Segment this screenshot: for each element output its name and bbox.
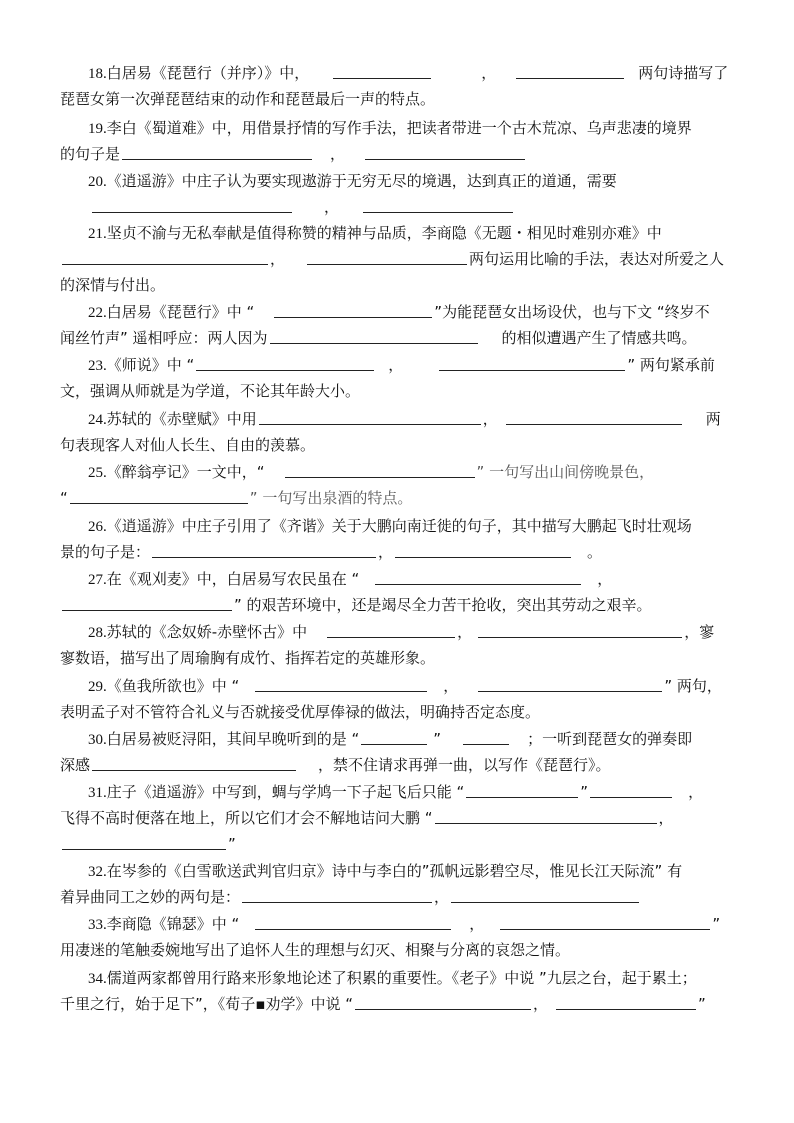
question-text: ，寥 xyxy=(684,623,715,641)
question-20 xyxy=(60,168,738,220)
question-number: 27. xyxy=(88,572,107,588)
question-text: 《醉翁亭记》一文中，“ xyxy=(106,463,265,481)
question-text: 的相似遭遇产生了情感共鸣。 xyxy=(501,329,697,347)
question-text: ” 的艰苦环境中，还是竭尽全力苦干抢收，突出其劳动之艰辛。 xyxy=(234,596,652,614)
answer-blank[interactable] xyxy=(435,808,657,824)
answer-blank[interactable] xyxy=(196,355,374,371)
question-text: 闻丝竹声” 遥相呼应：两人因为 xyxy=(60,329,268,347)
answer-blank[interactable] xyxy=(451,887,639,903)
question-text: 《逍遥游》中庄子认为要实现遨游于无穷无尽的境遇，达到真正的道通，需要 xyxy=(106,172,617,190)
answer-blank[interactable] xyxy=(274,302,432,318)
question-number: 33. xyxy=(88,917,107,933)
question-text: 千里之行，始于足下”，《荀子▪劝学》中说 “ xyxy=(60,995,353,1013)
question-text: “ xyxy=(60,489,68,507)
question-18 xyxy=(60,60,738,112)
question-number: 19. xyxy=(88,121,107,137)
question-25 xyxy=(60,459,738,511)
question-number: 26. xyxy=(88,519,107,535)
answer-blank[interactable] xyxy=(62,834,226,850)
question-text: ， xyxy=(658,809,674,827)
answer-blank[interactable] xyxy=(333,63,431,79)
answer-blank[interactable] xyxy=(242,887,432,903)
question-text: ， xyxy=(330,145,346,163)
question-number: 30. xyxy=(88,732,107,748)
answer-blank[interactable] xyxy=(327,622,455,638)
question-text: 的深情与付出。 xyxy=(60,276,166,294)
question-text: 苏轼的《念奴娇-赤壁怀古》中 xyxy=(106,623,308,641)
question-text: 句表现客人对仙人长生、自由的羡慕。 xyxy=(60,436,316,454)
question-number: 24. xyxy=(88,412,107,428)
answer-blank[interactable] xyxy=(92,755,296,771)
question-text: 李白《蜀道难》中，用借景抒情的写作手法，把读者带进一个古木荒凉、乌声悲凄的境界 xyxy=(106,119,692,137)
question-text: ， xyxy=(481,64,497,82)
question-text: 白居易被贬浔阳，其间早晚听到的是 “ xyxy=(106,730,360,748)
question-number: 25. xyxy=(88,465,107,481)
question-text: 《师说》中 “ xyxy=(106,356,195,374)
question-number: 32. xyxy=(88,864,107,880)
question-23 xyxy=(60,352,738,404)
question-27 xyxy=(60,566,738,618)
answer-blank[interactable] xyxy=(259,409,481,425)
question-text: 景的句子是： xyxy=(60,543,151,561)
question-28 xyxy=(60,619,738,671)
answer-blank[interactable] xyxy=(255,676,427,692)
question-text: ， xyxy=(270,250,286,268)
question-text: 两句运用比喻的手法，表达对所爱之人 xyxy=(469,250,725,268)
answer-blank[interactable] xyxy=(355,994,531,1010)
answer-blank[interactable] xyxy=(506,409,682,425)
answer-blank[interactable] xyxy=(270,328,478,344)
question-text: ， xyxy=(443,677,459,695)
question-text: ， xyxy=(457,623,473,641)
question-text: 深感 xyxy=(60,756,91,774)
answer-blank[interactable] xyxy=(361,729,427,745)
question-text: 坚贞不渝与无私奉献是值得称赞的精神与品质，李商隐《无题・相见时难别亦难》中 xyxy=(106,224,662,242)
question-text: 白居易《琵琶行》中 “ xyxy=(106,303,255,321)
answer-blank[interactable] xyxy=(478,676,662,692)
question-text: ” 两句紧承前 xyxy=(627,356,715,374)
question-text: 飞得不高时便落在地上，所以它们才会不解地诘问大鹏 “ xyxy=(60,809,433,827)
question-34 xyxy=(60,965,738,1017)
question-text: ， xyxy=(378,543,394,561)
question-text: 两句诗描写了 xyxy=(638,64,729,82)
answer-blank[interactable] xyxy=(463,729,509,745)
question-text: 李商隐《锦瑟》中 “ xyxy=(106,915,240,933)
question-text: ， xyxy=(434,888,450,906)
question-number: 28. xyxy=(88,625,107,641)
question-text: ， xyxy=(482,410,498,428)
question-text: 。 xyxy=(587,543,603,561)
question-text: 文，强调从师就是为学道，不论其年龄大小。 xyxy=(60,382,361,400)
question-text: ” xyxy=(712,915,721,933)
question-31 xyxy=(60,779,738,857)
question-text: 儒道两家都曾用行路来形象地论述了积累的重要性。《老子》中说 ”九层之台，起于累土； xyxy=(106,969,697,987)
question-text: 苏轼的《赤壁赋》中用 xyxy=(106,410,257,428)
question-text: ” xyxy=(580,783,589,801)
answer-blank[interactable] xyxy=(590,782,672,798)
answer-blank[interactable] xyxy=(500,914,710,930)
question-24 xyxy=(60,406,738,458)
question-text: ，禁不住请求再弹一曲，以写作《琵琶行》。 xyxy=(318,756,611,774)
question-text: 两 xyxy=(705,410,721,428)
question-text: ， xyxy=(388,356,404,374)
question-30: 30.白居易被贬浔阳，其间早晚听到的是 “ ” ；一听到琵琶女的弹奏即 深感 ，禁不住请求再弹一曲，以写作《琵琶行》。 xyxy=(60,730,693,774)
answer-blank[interactable] xyxy=(466,782,578,798)
question-text: ；一听到琵琶女的弹奏即 xyxy=(527,730,693,748)
question-text: ” xyxy=(698,995,706,1013)
question-number: 29. xyxy=(88,679,107,695)
answer-blank[interactable] xyxy=(307,249,467,265)
question-text: ， xyxy=(469,915,485,933)
question-number: 31. xyxy=(88,785,107,801)
answer-blank[interactable] xyxy=(439,355,625,371)
question-21 xyxy=(60,220,738,298)
question-text: ， xyxy=(532,995,548,1013)
answer-blank[interactable] xyxy=(255,914,451,930)
question-text: 琵琶女第一次弹琵琶结束的动作和琵琶最后一声的特点。 xyxy=(60,90,436,108)
question-number: 20. xyxy=(88,174,107,190)
question-text: 庄子《逍遥游》中写到，蜩与学鸠一下子起飞后只能 “ xyxy=(106,783,465,801)
question-22 xyxy=(60,299,738,351)
question-text: ”为能琵琶女出场设伏，也与下文 “终岁不 xyxy=(434,303,710,321)
question-text: 寥数语，描写出了周瑜胸有成竹、指挥若定的英雄形象。 xyxy=(60,649,436,667)
answer-blank[interactable] xyxy=(92,197,292,213)
question-text: 用凄迷的笔触委婉地写出了追怀人生的理想与幻灭、相聚与分离的哀怨之情。 xyxy=(60,941,571,959)
question-text: ” xyxy=(228,835,236,853)
question-text: 《鱼我所欲也》中 “ xyxy=(106,677,240,695)
question-text: ， xyxy=(324,198,340,216)
answer-blank[interactable] xyxy=(62,595,232,611)
question-33 xyxy=(60,911,738,963)
question-text: ” 两句， xyxy=(664,677,722,695)
answer-blank[interactable] xyxy=(285,462,475,478)
question-text: 着异曲同工之妙的两句是： xyxy=(60,888,241,906)
question-text: ” 一句写出山间傍晚景色， xyxy=(476,463,655,481)
question-text: ， xyxy=(688,783,704,801)
answer-blank[interactable] xyxy=(122,144,312,160)
question-text: 在《观刈麦》中，白居易写农民虽在 “ xyxy=(106,570,360,588)
question-text: 的句子是 xyxy=(60,145,121,163)
question-text: 《逍遥游》中庄子引用了《齐谐》关于大鹏向南迁徙的句子，其中描写大鹏起飞时壮观场 xyxy=(106,517,692,535)
question-number: 18. xyxy=(88,66,107,82)
answer-blank[interactable] xyxy=(62,249,268,265)
question-number: 23. xyxy=(88,358,107,374)
question-text: ， xyxy=(597,570,613,588)
answer-blank[interactable] xyxy=(70,488,248,504)
question-number: 22. xyxy=(88,305,107,321)
question-text: 表明孟子对不管符合礼义与否就接受优厚俸禄的做法，明确持否定态度。 xyxy=(60,703,541,721)
question-number: 34. xyxy=(88,971,107,987)
answer-blank[interactable] xyxy=(152,542,376,558)
answer-blank[interactable] xyxy=(363,197,513,213)
answer-blank[interactable] xyxy=(395,542,571,558)
question-32 xyxy=(60,858,738,910)
question-19 xyxy=(60,115,738,167)
answer-blank[interactable] xyxy=(375,569,581,585)
answer-blank[interactable] xyxy=(365,144,525,160)
answer-blank[interactable] xyxy=(478,622,682,638)
question-29 xyxy=(60,673,738,725)
question-text: 白居易《琵琶行（并序）》中， xyxy=(106,64,310,82)
answer-blank[interactable] xyxy=(556,994,696,1010)
question-26 xyxy=(60,513,738,565)
question-text: ” 一句写出泉酒的特点。 xyxy=(249,489,413,507)
question-text: 在岑参的《白雪歌送武判官归京》诗中与李白的”孤帆远影碧空尽，惟见长江天际流” 有 xyxy=(106,862,683,880)
question-number: 21. xyxy=(88,226,107,242)
answer-blank[interactable] xyxy=(516,63,624,79)
